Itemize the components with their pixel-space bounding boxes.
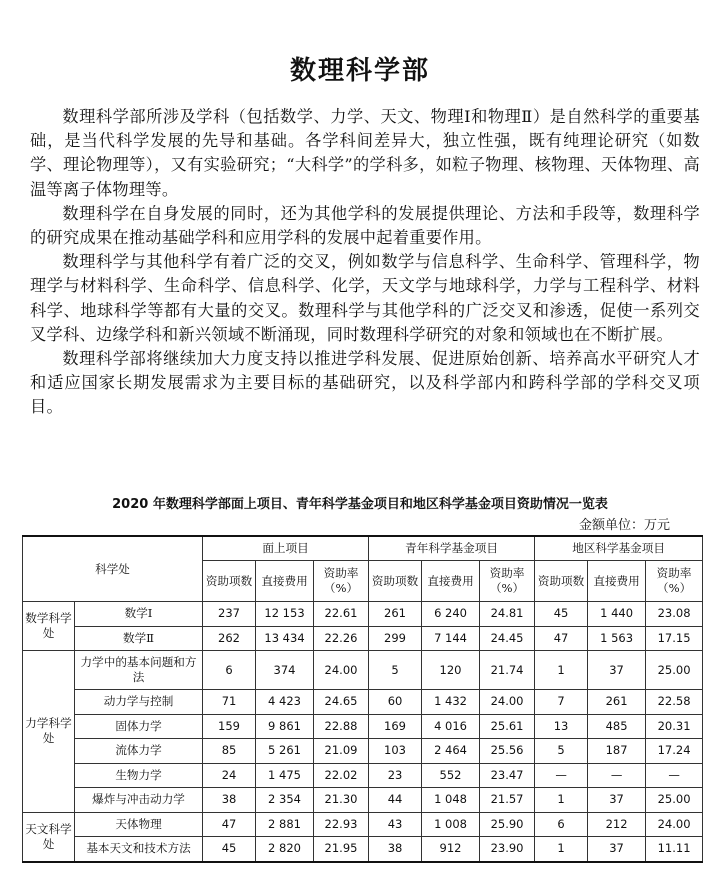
value-cell: 1 [535, 651, 588, 690]
value-cell: 24.65 [314, 690, 369, 715]
subject-cell: 基本天文和技术方法 [75, 837, 203, 862]
table-row [23, 714, 703, 739]
header-col: 直接费用 [422, 561, 480, 602]
value-cell: 2 354 [256, 788, 314, 813]
value-cell: 22.61 [314, 602, 369, 627]
dept-cell: 力学科学处 [23, 651, 75, 813]
value-cell: 103 [369, 739, 422, 764]
value-cell: 37 [588, 651, 646, 690]
value-cell: 2 820 [256, 837, 314, 862]
value-cell: 374 [256, 651, 314, 690]
value-cell: 2 881 [256, 812, 314, 837]
value-cell: 24.45 [480, 626, 535, 651]
value-cell: 7 144 [422, 626, 480, 651]
value-cell: 22.58 [646, 690, 703, 715]
value-cell: 38 [369, 837, 422, 862]
value-cell: 24.81 [480, 602, 535, 627]
value-cell: 12 153 [256, 602, 314, 627]
value-cell: 23.90 [480, 837, 535, 862]
table-row [23, 788, 703, 813]
value-cell: 17.15 [646, 626, 703, 651]
header-group: 面上项目 [203, 536, 369, 561]
value-cell: 485 [588, 714, 646, 739]
intro-text [30, 105, 700, 420]
value-cell: 1 008 [422, 812, 480, 837]
value-cell: 5 [535, 739, 588, 764]
value-cell: 22.02 [314, 763, 369, 788]
value-cell: 38 [203, 788, 256, 813]
header-group: 青年科学基金项目 [369, 536, 535, 561]
value-cell: 25.56 [480, 739, 535, 764]
value-cell: 169 [369, 714, 422, 739]
header-col: 资助项数 [203, 561, 256, 602]
value-cell: 25.90 [480, 812, 535, 837]
table-row [23, 602, 703, 627]
value-cell: 60 [369, 690, 422, 715]
funding-table [22, 535, 703, 863]
value-cell: 11.11 [646, 837, 703, 862]
value-cell: 20.31 [646, 714, 703, 739]
value-cell: 1 440 [588, 602, 646, 627]
subject-cell: 流体力学 [75, 739, 203, 764]
value-cell: 21.95 [314, 837, 369, 862]
subject-cell: 生物力学 [75, 763, 203, 788]
value-cell: 22.93 [314, 812, 369, 837]
table-row [23, 690, 703, 715]
value-cell: 85 [203, 739, 256, 764]
value-cell: 24.00 [314, 651, 369, 690]
value-cell: 4 016 [422, 714, 480, 739]
value-cell: 37 [588, 837, 646, 862]
value-cell: 23.08 [646, 602, 703, 627]
value-cell: 21.57 [480, 788, 535, 813]
value-cell: 25.00 [646, 651, 703, 690]
dept-cell: 数学科学处 [23, 602, 75, 651]
value-cell: 21.30 [314, 788, 369, 813]
value-cell: 45 [535, 602, 588, 627]
value-cell: — [646, 763, 703, 788]
value-cell: 552 [422, 763, 480, 788]
header-col: 直接费用 [256, 561, 314, 602]
value-cell: 299 [369, 626, 422, 651]
paragraph: 数理科学与其他科学有着广泛的交叉，例如数学与信息科学、生命科学、管理科学，物理学与材料科学、生命科学、信息科学、化学，天文学与地球科学，力学与工程科学、材料科学、地球科学等都有大量的交叉。数理科学与其他学科的广泛交叉和渗透，促使一系列交叉学科、边缘学科和新兴领域不断涌现，同时数理科学研究的对象和领域也在不断扩展。 [30, 252, 700, 344]
table-row [23, 651, 703, 690]
value-cell: 5 [369, 651, 422, 690]
value-cell: 261 [369, 602, 422, 627]
table-row [23, 837, 703, 862]
value-cell: 22.26 [314, 626, 369, 651]
value-cell: 45 [203, 837, 256, 862]
value-cell: 1 563 [588, 626, 646, 651]
table-row [23, 626, 703, 651]
subject-cell: 固体力学 [75, 714, 203, 739]
header-col: 资助项数 [369, 561, 422, 602]
subject-cell: 数学Ⅱ [75, 626, 203, 651]
value-cell: 237 [203, 602, 256, 627]
header-col: 资助率（%） [646, 561, 703, 602]
value-cell: 1 432 [422, 690, 480, 715]
value-cell: 1 [535, 837, 588, 862]
value-cell: 187 [588, 739, 646, 764]
subject-cell: 爆炸与冲击动力学 [75, 788, 203, 813]
value-cell: 21.09 [314, 739, 369, 764]
table-unit: 金额单位：万元 [578, 518, 670, 533]
value-cell: 2 464 [422, 739, 480, 764]
value-cell: 120 [422, 651, 480, 690]
subject-cell: 力学中的基本问题和方法 [75, 651, 203, 690]
value-cell: 6 240 [422, 602, 480, 627]
table-row [23, 763, 703, 788]
value-cell: 17.24 [646, 739, 703, 764]
value-cell: 6 [203, 651, 256, 690]
header-dept: 科学处 [23, 536, 203, 602]
value-cell: 37 [588, 788, 646, 813]
value-cell: 22.88 [314, 714, 369, 739]
value-cell: 47 [203, 812, 256, 837]
value-cell: — [535, 763, 588, 788]
value-cell: 24.00 [646, 812, 703, 837]
header-col: 资助项数 [535, 561, 588, 602]
value-cell: 262 [203, 626, 256, 651]
value-cell: 43 [369, 812, 422, 837]
value-cell: 44 [369, 788, 422, 813]
value-cell: 23 [369, 763, 422, 788]
value-cell: 1 048 [422, 788, 480, 813]
value-cell: 25.00 [646, 788, 703, 813]
value-cell: 1 [535, 788, 588, 813]
value-cell: — [588, 763, 646, 788]
value-cell: 6 [535, 812, 588, 837]
dept-cell: 天文科学处 [23, 812, 75, 862]
subject-cell: 数学Ⅰ [75, 602, 203, 627]
paragraph: 数理科学部将继续加大力度支持以推进学科发展、促进原始创新、培养高水平研究人才和适应国家长期发展需求为主要目标的基础研究，以及科学部内和跨科学部的学科交叉项目。 [30, 349, 700, 417]
table-row [23, 812, 703, 837]
value-cell: 13 434 [256, 626, 314, 651]
value-cell: 24.00 [480, 690, 535, 715]
value-cell: 4 423 [256, 690, 314, 715]
value-cell: 912 [422, 837, 480, 862]
value-cell: 5 261 [256, 739, 314, 764]
table-row [23, 739, 703, 764]
header-col: 资助率（%） [314, 561, 369, 602]
header-col: 直接费用 [588, 561, 646, 602]
value-cell: 7 [535, 690, 588, 715]
value-cell: 71 [203, 690, 256, 715]
value-cell: 261 [588, 690, 646, 715]
value-cell: 47 [535, 626, 588, 651]
value-cell: 24 [203, 763, 256, 788]
value-cell: 25.61 [480, 714, 535, 739]
subject-cell: 动力学与控制 [75, 690, 203, 715]
paragraph: 数理科学在自身发展的同时，还为其他学科的发展提供理论、方法和手段等，数理科学的研究成果在推动基础学科和应用学科的发展中起着重要作用。 [30, 203, 700, 248]
page-title: 数理科学部 [289, 56, 430, 86]
header-group: 地区科学基金项目 [535, 536, 703, 561]
paragraph: 数理科学部所涉及学科（包括数学、力学、天文、物理Ⅰ和物理Ⅱ）是自然科学的重要基础，是当代科学发展的先导和基础。各学科间差异大，独立性强，既有纯理论研究（如数学、理论物理等），又有实验研究；“大科学”的学科多，如粒子物理、核物理、天体物理、高温等离子体物理等。 [30, 107, 700, 199]
value-cell: 13 [535, 714, 588, 739]
value-cell: 21.74 [480, 651, 535, 690]
value-cell: 9 861 [256, 714, 314, 739]
table-title: 2020 年数理科学部面上项目、青年科学基金项目和地区科学基金项目资助情况一览表 [112, 497, 608, 512]
value-cell: 23.47 [480, 763, 535, 788]
value-cell: 159 [203, 714, 256, 739]
value-cell: 1 475 [256, 763, 314, 788]
header-col: 资助率（%） [480, 561, 535, 602]
subject-cell: 天体物理 [75, 812, 203, 837]
value-cell: 212 [588, 812, 646, 837]
table-header-row [23, 536, 703, 561]
